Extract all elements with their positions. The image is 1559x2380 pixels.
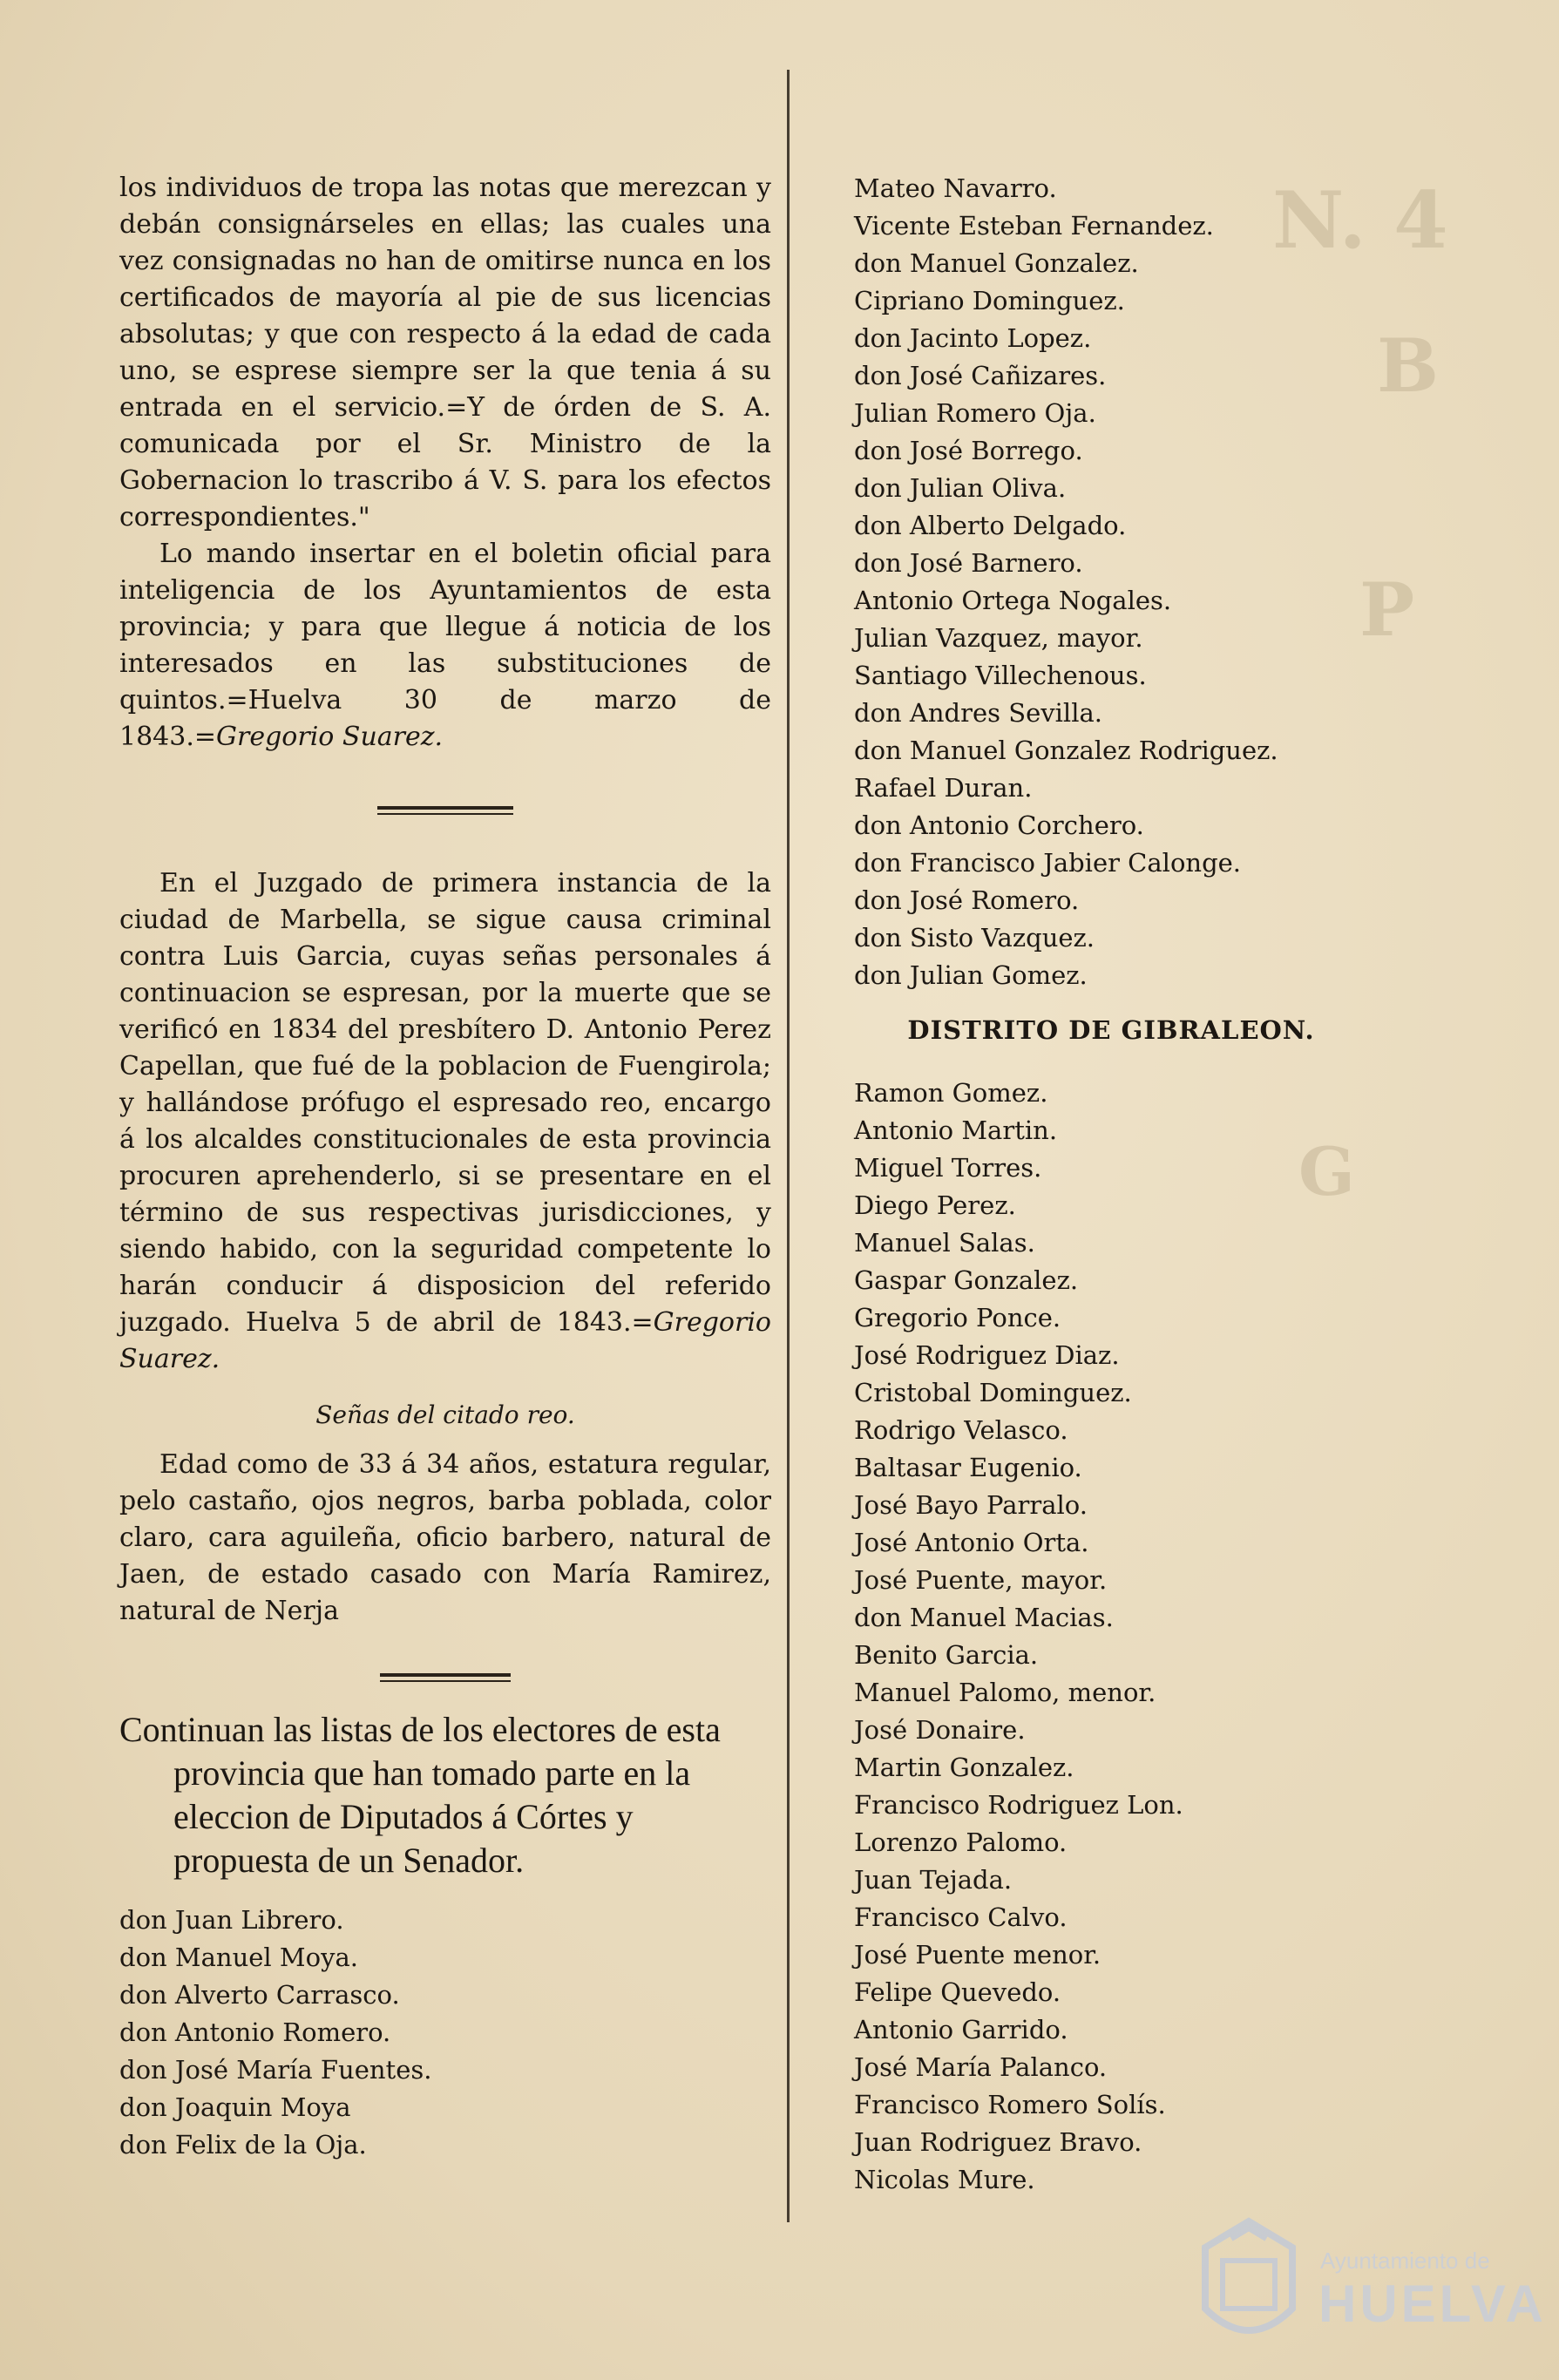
elector-name: Santiago Villechenous. <box>854 661 1147 690</box>
column-divider <box>787 70 790 2222</box>
elector-name: don Sisto Vazquez. <box>854 923 1095 953</box>
elector-name: don Joaquin Moya <box>119 2092 351 2122</box>
elector-name: José Puente, mayor. <box>854 1565 1108 1595</box>
elector-name: Francisco Calvo. <box>854 1902 1068 1932</box>
logo-text: HUELVA <box>1318 2275 1547 2333</box>
elector-name: don Julian Gomez. <box>854 960 1088 990</box>
paragraph-text: En el Juzgado de primera instancia de la ciudad de Marbella, se sigue causa criminal contra Luis Garcia, cuyas señas personales á continuacion se espresan, por la muerte que se verificó en 1834 del presbítero D. Antonio Perez Capellan, que fué de la poblacion de Fuengirola; y hallándose prófugo el espresado reo, encargo á los alcaldes constitucionales de esta provincia procuren aprehenderlo, si se presentare en el término de sus respectivas jurisdicciones, y siendo habido, con la seguridad competente lo harán conducir á disposicion del referido juzgado. Huelva 5 de abril de 1843.= <box>119 868 771 1338</box>
elector-name: don Alverto Carrasco. <box>119 1980 400 2010</box>
elector-name: Francisco Rodriguez Lon. <box>854 1790 1183 1820</box>
city-logo-watermark <box>1190 2209 1547 2366</box>
elector-name: José Puente menor. <box>854 1940 1101 1970</box>
elector-name: don Manuel Moya. <box>119 1943 358 1972</box>
elector-name: don Alberto Delgado. <box>854 511 1127 540</box>
coat-of-arms-icon <box>1196 2213 1301 2352</box>
elector-name: don Antonio Corchero. <box>854 810 1144 840</box>
elector-name: Juan Rodriguez Bravo. <box>854 2127 1142 2157</box>
logo-text: Ayuntamiento de <box>1320 2248 1490 2274</box>
elector-name: Julian Romero Oja. <box>854 398 1096 428</box>
elector-name: José Antonio Orta. <box>854 1528 1089 1557</box>
elector-name: don José Barnero. <box>854 548 1083 578</box>
elector-name: José Donaire. <box>854 1715 1026 1745</box>
elector-name: Felipe Quevedo. <box>854 1977 1061 2007</box>
elector-name: Juan Tejada. <box>854 1865 1013 1895</box>
elector-name: Miguel Torres. <box>854 1153 1042 1183</box>
elector-name: Baltasar Eugenio. <box>854 1453 1082 1482</box>
elector-name: don Julian Oliva. <box>854 473 1067 503</box>
elector-name: don Manuel Gonzalez. <box>854 248 1139 278</box>
paragraph-text: Lo mando insertar en el boletin oficial para inteligencia de los Ayuntamientos de esta provincia; y para que llegue á noticia de los interesados en las substituciones de quintos.=Huelva 30 de marzo de 1843.= <box>119 539 771 752</box>
elector-name: Rafael Duran. <box>854 773 1033 803</box>
elector-name: Mateo Navarro. <box>854 173 1057 203</box>
elector-name: don Juan Librero. <box>119 1905 344 1935</box>
elector-name: Antonio Garrido. <box>854 2015 1068 2044</box>
elector-name: Julian Vazquez, mayor. <box>854 623 1143 653</box>
elector-name: Antonio Martin. <box>854 1115 1058 1145</box>
elector-name: don José Romero. <box>854 885 1080 915</box>
right-column <box>854 170 1368 2199</box>
bleed-through-decoration: G <box>1298 1133 1355 1210</box>
elector-name: Francisco Romero Solís. <box>854 2090 1166 2119</box>
elector-name: don Jacinto Lopez. <box>854 323 1092 353</box>
district-heading: DISTRITO DE GIBRALEON. <box>907 1015 1315 1045</box>
elector-name: Antonio Ortega Nogales. <box>854 586 1172 615</box>
elector-name: don Francisco Jabier Calonge. <box>854 848 1242 878</box>
elector-name: Vicente Esteban Fernandez. <box>854 211 1214 241</box>
section-title: Continuan las listas de los electores de esta provincia que han tomado parte en la eleccion de Diputados á Córtes y propuesta de un Senador. <box>119 1710 721 1880</box>
bleed-through-decoration: N. 4 <box>1272 174 1448 267</box>
elector-name: Nicolas Mure. <box>854 2165 1035 2194</box>
elector-name: Gregorio Ponce. <box>854 1303 1061 1332</box>
elector-list <box>119 1902 771 2164</box>
text-paragraph <box>119 865 771 1378</box>
elector-name: Manuel Salas. <box>854 1228 1035 1258</box>
elector-name: don José María Fuentes. <box>119 2055 432 2085</box>
elector-list <box>854 170 1368 994</box>
elector-name: José Rodriguez Diaz. <box>854 1340 1120 1370</box>
elector-name: Martin Gonzalez. <box>854 1753 1074 1782</box>
elector-name: don Felix de la Oja. <box>119 2130 367 2160</box>
elector-name: José María Palanco. <box>854 2052 1108 2082</box>
text-paragraph: los individuos de tropa las notas que merezcan y debán consignárseles en ellas; las cuales una vez consignadas no han de omitirse nunca en los certificados de mayoría al pie de sus licencias absolutas; y que con respecto á la edad de cada uno, se esprese siempre ser la que tenia á su entrada en el servicio.=Y de órden de S. A. comunicada por el Sr. Ministro de la Gobernacion lo trascribo á V. S. para los efectos correspondientes." <box>119 173 771 532</box>
elector-name: Benito Garcia. <box>854 1640 1039 1670</box>
bleed-through-decoration: P <box>1359 566 1415 653</box>
text-paragraph <box>119 536 771 756</box>
subheading: Señas del citado reo. <box>315 1400 575 1429</box>
elector-name: don Andres Sevilla. <box>854 698 1102 728</box>
section-rule <box>377 806 513 815</box>
elector-name: Cipriano Dominguez. <box>854 286 1125 315</box>
elector-name: don José Cañizares. <box>854 361 1107 390</box>
elector-name: Lorenzo Palomo. <box>854 1827 1068 1857</box>
elector-name: Diego Perez. <box>854 1190 1016 1220</box>
elector-name: don Manuel Gonzalez Rodriguez. <box>854 736 1278 765</box>
text-paragraph: Edad como de 33 á 34 años, estatura regular, pelo castaño, ojos negros, barba poblada, color claro, cara aguileña, oficio barbero, natural de Jaen, de estado casado con María Ramirez, natural de Nerja <box>119 1449 771 1626</box>
bleed-through-decoration: B <box>1377 322 1439 409</box>
signature: Gregorio Suarez. <box>119 1307 771 1374</box>
elector-name: Manuel Palomo, menor. <box>854 1678 1156 1707</box>
elector-name: don José Borrego. <box>854 436 1083 465</box>
section-rule <box>380 1673 511 1682</box>
elector-name: don Manuel Macias. <box>854 1603 1114 1632</box>
elector-list <box>854 1075 1368 2199</box>
elector-name: José Bayo Parralo. <box>854 1490 1088 1520</box>
left-column <box>119 170 771 2164</box>
signature: Gregorio Suarez. <box>216 722 444 752</box>
elector-name: Rodrigo Velasco. <box>854 1415 1068 1445</box>
elector-name: Cristobal Dominguez. <box>854 1378 1132 1407</box>
elector-name: don Antonio Romero. <box>119 2017 391 2047</box>
elector-name: Gaspar Gonzalez. <box>854 1265 1079 1295</box>
elector-name: Ramon Gomez. <box>854 1078 1048 1108</box>
